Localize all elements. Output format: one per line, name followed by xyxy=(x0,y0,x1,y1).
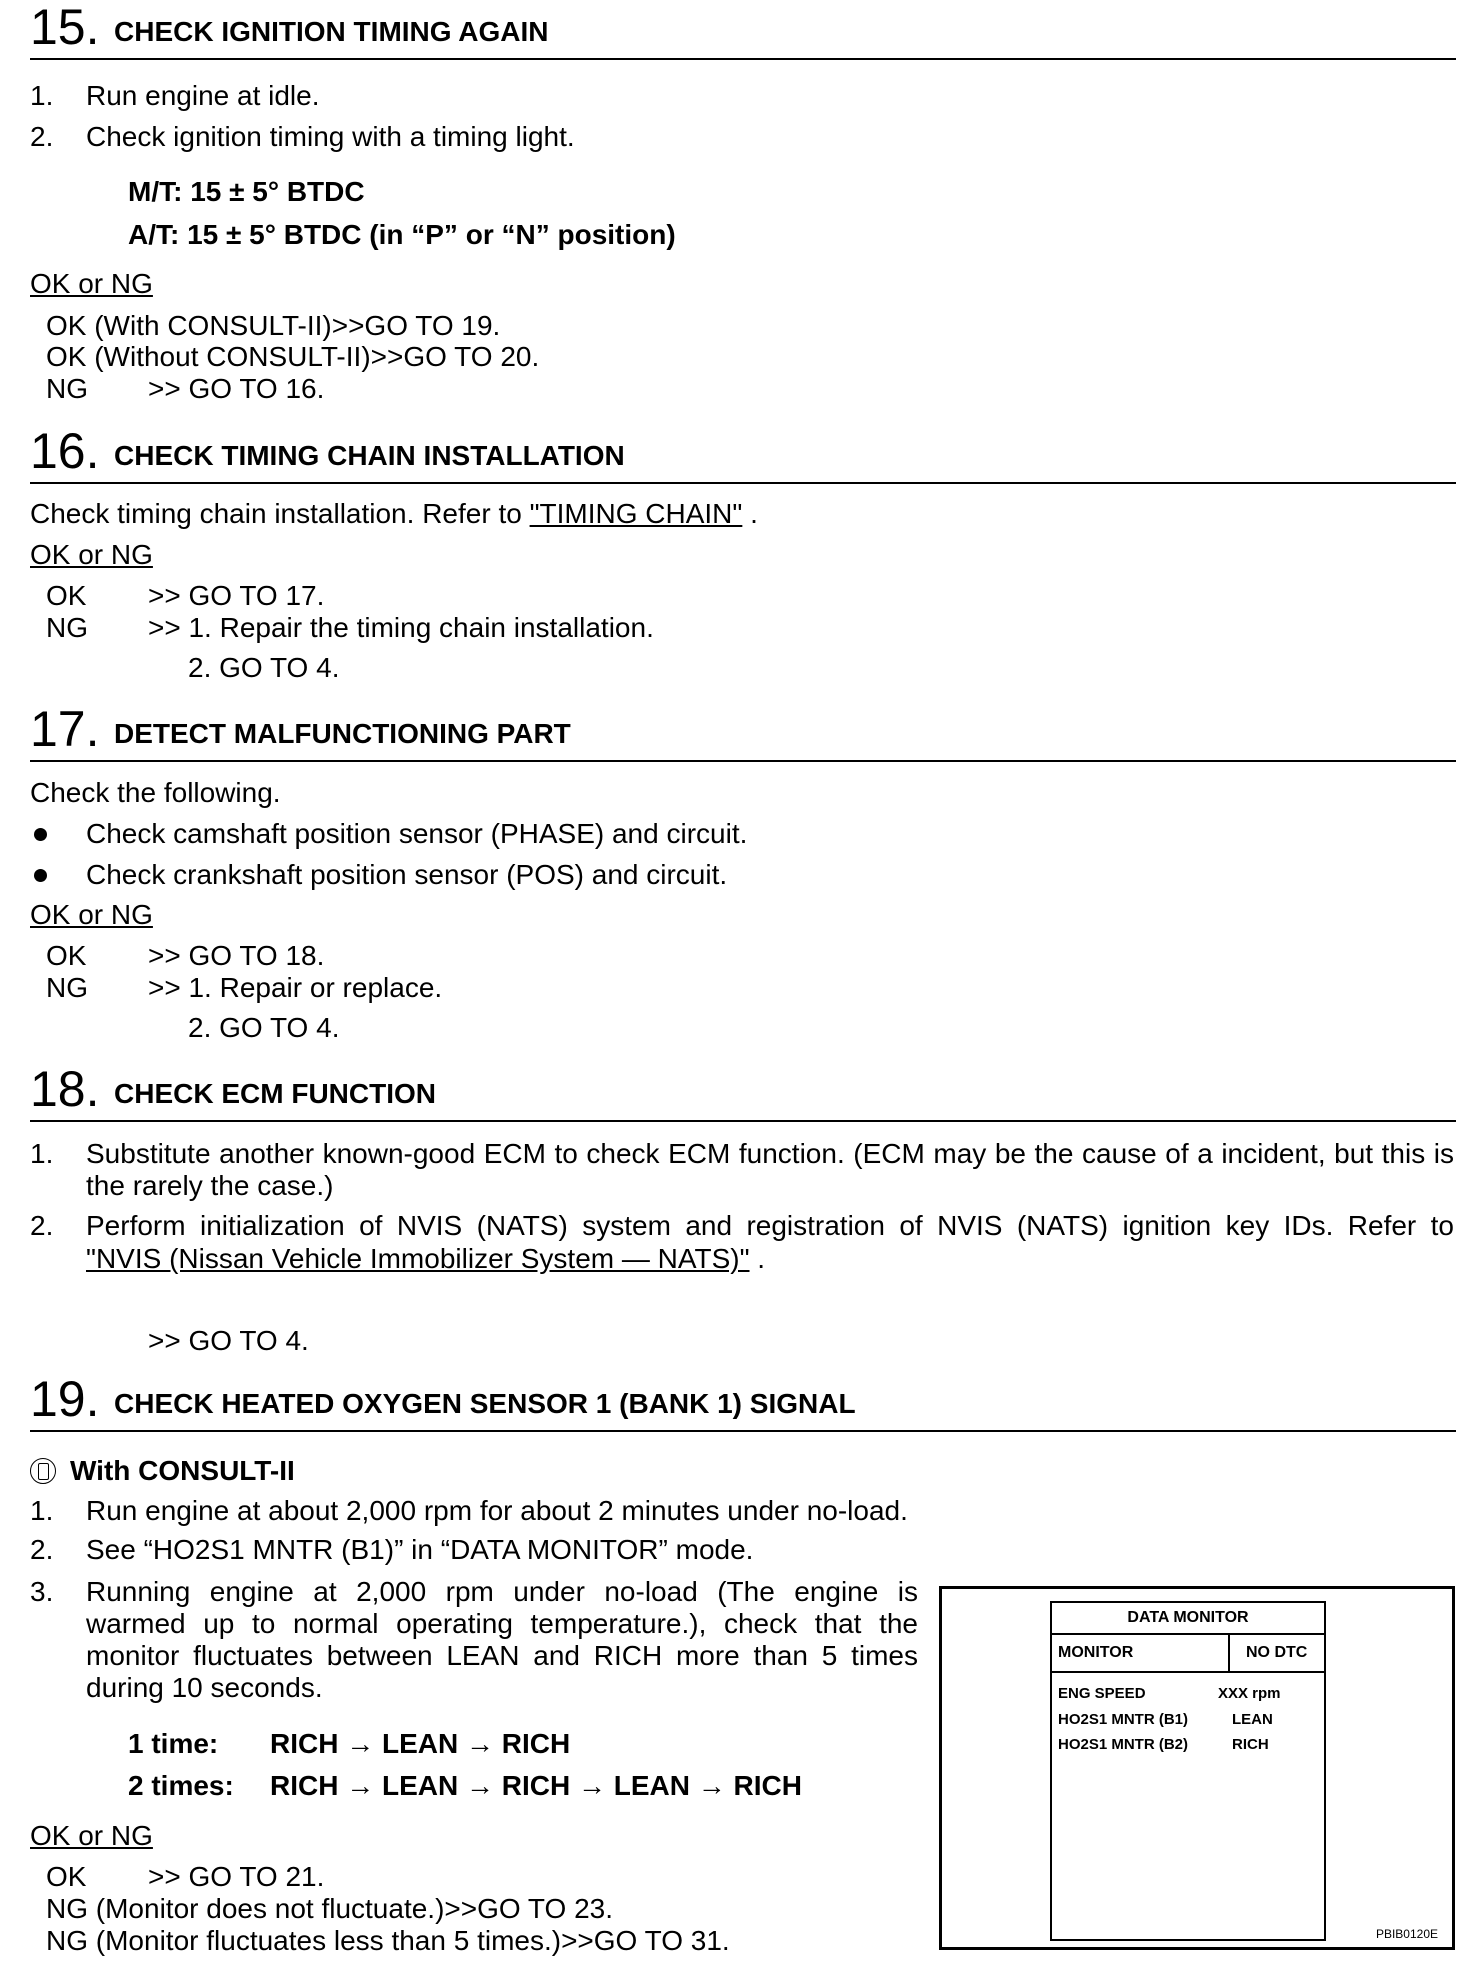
section-title: CHECK ECM FUNCTION xyxy=(114,1078,436,1109)
step-text: Run engine at about 2,000 rpm for about 2 minutes under no-load. xyxy=(86,1495,908,1526)
result-ok-text: >> GO TO 21. xyxy=(148,1861,325,1892)
pattern-2-value: RICH → LEAN → RICH → LEAN → RICH xyxy=(270,1770,802,1801)
section-number: 17. xyxy=(30,701,100,757)
monitor-item-value: XXX rpm xyxy=(1218,1685,1281,1702)
result-ok-label: OK xyxy=(46,940,87,971)
instruction-text xyxy=(30,498,758,530)
step-number: 3. xyxy=(30,1576,54,1607)
result-ok-label: OK xyxy=(46,580,87,611)
link-post: . xyxy=(749,1243,766,1274)
monitor-item-value: LEAN xyxy=(1232,1711,1273,1728)
section-number: 16. xyxy=(30,423,100,479)
section-number: 19. xyxy=(30,1371,100,1427)
section-16-header xyxy=(30,424,1456,484)
section-17-header xyxy=(30,702,1456,762)
bullet-text: Check camshaft position sensor (PHASE) and circuit. xyxy=(86,818,748,849)
result-ok-text: >> GO TO 17. xyxy=(148,580,325,611)
bullet-icon xyxy=(34,828,47,841)
column-divider xyxy=(1228,1635,1230,1671)
result-ng-text: >> GO TO 16. xyxy=(148,373,325,404)
bullet-text: Check crankshaft position sensor (POS) and circuit. xyxy=(86,859,728,890)
monitor-item-value: RICH xyxy=(1232,1736,1269,1753)
data-monitor-screen xyxy=(1050,1601,1326,1941)
ok-or-ng-label: OK or NG xyxy=(30,1820,153,1851)
data-monitor-figure xyxy=(939,1586,1455,1950)
ok-or-ng-label: OK or NG xyxy=(30,268,153,299)
monitor-header: DATA MONITOR xyxy=(1052,1603,1324,1635)
result-ng-label: NG xyxy=(46,972,88,1003)
result-ng-label: NG xyxy=(46,373,88,404)
pattern-1-label: 1 time: xyxy=(128,1728,219,1759)
monitor-column-row xyxy=(1052,1635,1324,1673)
instruction-post: . xyxy=(742,498,758,529)
result-ng-label: NG xyxy=(46,612,88,643)
result-ng-text-2: 2. GO TO 4. xyxy=(188,1012,340,1043)
goto-text: >> GO TO 4. xyxy=(148,1325,309,1356)
step-number: 1. xyxy=(30,1495,54,1526)
figure-code: PBIB0120E xyxy=(1375,1927,1438,1941)
result-ng-text: >> 1. Repair the timing chain installation. xyxy=(148,612,654,643)
monitor-item-name: HO2S1 MNTR (B1) xyxy=(1058,1711,1189,1728)
timing-chain-link[interactable]: "TIMING CHAIN" xyxy=(529,498,743,529)
result-ok-no-consult: OK (Without CONSULT-II)>>GO TO 20. xyxy=(46,341,540,372)
section-number: 15. xyxy=(30,0,100,55)
section-19-header xyxy=(30,1372,1456,1432)
instruction-pre: Check timing chain installation. Refer to xyxy=(30,498,530,529)
result-ng-text: >> 1. Repair or replace. xyxy=(148,972,443,1003)
monitor-item-name: ENG SPEED xyxy=(1058,1685,1146,1702)
consult-icon xyxy=(30,1458,56,1484)
section-number: 18. xyxy=(30,1061,100,1117)
step-text: See “HO2S1 MNTR (B1)” in “DATA MONITOR” mode. xyxy=(86,1534,754,1565)
spec-at: A/T: 15 ± 5° BTDC (in “P” or “N” position) xyxy=(128,219,676,250)
step-text: Run engine at idle. xyxy=(86,80,320,111)
section-title: CHECK TIMING CHAIN INSTALLATION xyxy=(114,440,625,471)
step-number: 1. xyxy=(30,80,54,111)
step-number: 2. xyxy=(30,1210,54,1241)
result-ng-2: NG (Monitor fluctuates less than 5 times.)>>GO TO 31. xyxy=(46,1925,730,1956)
spec-mt: M/T: 15 ± 5° BTDC xyxy=(128,176,365,207)
pattern-1-value: RICH → LEAN → RICH xyxy=(270,1728,571,1759)
section-title: CHECK IGNITION TIMING AGAIN xyxy=(114,16,549,47)
monitor-item-name: HO2S1 MNTR (B2) xyxy=(1058,1736,1189,1753)
step-number: 1. xyxy=(30,1138,54,1169)
step-text: Substitute another known-good ECM to check ECM function. (ECM may be the cause of a incident, but this is the rarely the case.) xyxy=(86,1138,1454,1201)
step-text: Check ignition timing with a timing light. xyxy=(86,121,575,152)
section-title: DETECT MALFUNCTIONING PART xyxy=(114,718,571,749)
result-ng-1: NG (Monitor does not fluctuate.)>>GO TO 23. xyxy=(46,1893,614,1924)
nvis-link-line xyxy=(86,1243,765,1275)
dtc-status: NO DTC xyxy=(1246,1644,1308,1661)
result-ok-text: >> GO TO 18. xyxy=(148,940,325,971)
step-text: Running engine at 2,000 rpm under no-load (The engine is warmed up to normal operating temperature.), check that the monitor fluctuates between LEAN and RICH more than 5 times during 10 seconds. xyxy=(86,1576,918,1703)
nvis-link[interactable]: "NVIS (Nissan Vehicle Immobilizer System — NATS)" xyxy=(86,1243,750,1274)
section-18-header xyxy=(30,1062,1456,1122)
section-title: CHECK HEATED OXYGEN SENSOR 1 (BANK 1) SIGNAL xyxy=(114,1388,856,1419)
consult-heading: With CONSULT-II xyxy=(70,1455,295,1486)
step-number: 2. xyxy=(30,1534,54,1565)
bullet-icon xyxy=(34,869,47,882)
step-number: 2. xyxy=(30,121,54,152)
section-15-header xyxy=(30,0,1456,60)
result-ok-consult: OK (With CONSULT-II)>>GO TO 19. xyxy=(46,310,501,341)
result-ng-text-2: 2. GO TO 4. xyxy=(188,652,340,683)
intro-text: Check the following. xyxy=(30,777,281,808)
step-text: Perform initialization of NVIS (NATS) system and registration of NVIS (NATS) ignition key IDs. Refer to xyxy=(86,1210,1454,1241)
ok-or-ng-label: OK or NG xyxy=(30,539,153,570)
result-ok-label: OK xyxy=(46,1861,87,1892)
monitor-column-label: MONITOR xyxy=(1058,1644,1134,1661)
ok-or-ng-label: OK or NG xyxy=(30,899,153,930)
pattern-2-label: 2 times: xyxy=(128,1770,234,1801)
